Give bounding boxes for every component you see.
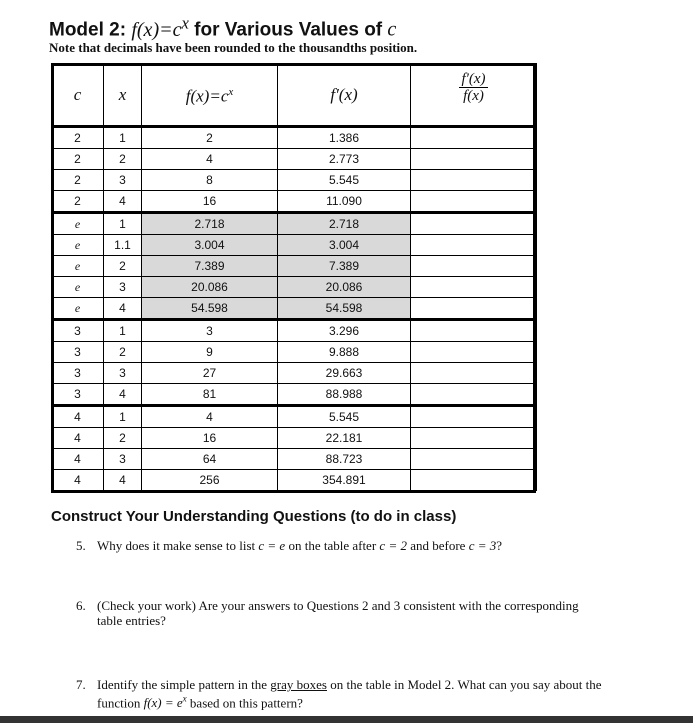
cell-ratio [411,213,537,235]
cell-ratio [411,277,537,298]
header-x: x [104,64,142,127]
cell-c: e [52,298,104,320]
cell-ratio [411,298,537,320]
cell-ratio [411,449,537,470]
cell-fprime: 20.086 [278,277,411,298]
cell-fprime: 3.296 [278,320,411,342]
cell-fx: 16 [142,428,278,449]
cell-fx: 81 [142,384,278,406]
cell-ratio [411,235,537,256]
cell-ratio [411,470,537,491]
cell-fx: 2 [142,127,278,149]
cell-x: 1 [104,406,142,428]
table-row [52,170,537,191]
header-c: c [52,64,104,127]
cell-fx: 16 [142,191,278,213]
cell-c: 3 [52,320,104,342]
cell-fprime: 354.891 [278,470,411,491]
cell-fx: 2.718 [142,213,278,235]
cell-ratio [411,256,537,277]
cell-ratio [411,127,537,149]
cell-fprime: 5.545 [278,406,411,428]
cell-ratio [411,363,537,384]
cell-x: 1 [104,127,142,149]
cell-x: 1 [104,213,142,235]
cell-fprime: 11.090 [278,191,411,213]
cell-fprime: 2.773 [278,149,411,170]
cell-x: 4 [104,298,142,320]
cell-fx: 7.389 [142,256,278,277]
values-table [51,63,537,491]
cell-c: 3 [52,342,104,363]
cell-x: 2 [104,149,142,170]
table-row [52,149,537,170]
gray-boxes-underline: gray boxes [270,677,327,692]
cell-c: 4 [52,470,104,491]
cell-c: 2 [52,170,104,191]
cell-ratio [411,149,537,170]
cell-x: 3 [104,449,142,470]
cell-ratio [411,320,537,342]
cell-ratio [411,428,537,449]
rounding-note: Note that decimals have been rounded to the thousandths position. [49,40,418,55]
cell-x: 4 [104,470,142,491]
cell-x: 1.1 [104,235,142,256]
cell-c: e [52,256,104,277]
cell-c: e [52,235,104,256]
table-row [52,428,537,449]
model-title [49,13,396,42]
table-row [52,363,537,384]
header-ratio [411,64,537,127]
table-row [52,213,537,235]
model-title-text: for Various Values of [194,19,383,41]
table-row [52,235,537,256]
cell-fx: 64 [142,449,278,470]
cell-c: 4 [52,406,104,428]
section-heading: Construct Your Understanding Questions (to do in class) [51,508,457,525]
cell-c: 2 [52,149,104,170]
cell-c: e [52,213,104,235]
cell-x: 4 [104,191,142,213]
cell-fprime: 2.718 [278,213,411,235]
cell-fprime: 54.598 [278,298,411,320]
cell-fx: 9 [142,342,278,363]
table-row [52,191,537,213]
cell-c: 4 [52,449,104,470]
cell-fprime: 29.663 [278,363,411,384]
cell-fx: 8 [142,170,278,191]
cell-fprime: 5.545 [278,170,411,191]
cell-fprime: 88.723 [278,449,411,470]
table-row [52,277,537,298]
header-row [52,64,537,127]
cell-ratio [411,406,537,428]
cell-x: 3 [104,363,142,384]
table-row [52,256,537,277]
cell-fprime: 3.004 [278,235,411,256]
cell-fx: 3.004 [142,235,278,256]
header-fprime: f′(x) [278,64,411,127]
cell-ratio [411,384,537,406]
cell-x: 2 [104,342,142,363]
ratio-fraction: $\frac{f'(x)}{f(x)}$ [461,71,486,104]
cell-fprime: 22.181 [278,428,411,449]
cell-x: 2 [104,256,142,277]
table-row [52,320,537,342]
table-row [52,298,537,320]
table-row [52,406,537,428]
header-fx: $f(x)=c^x$ [142,64,278,127]
model-variable: c [387,18,397,41]
bottom-edge-bar [0,716,693,723]
cell-ratio [411,342,537,363]
table-row [52,384,537,406]
cell-fx: 3 [142,320,278,342]
cell-x: 2 [104,428,142,449]
table-row [52,470,537,491]
cell-c: 4 [52,428,104,449]
table-body [52,127,537,491]
cell-fx: 4 [142,149,278,170]
cell-x: 4 [104,384,142,406]
cell-x: 1 [104,320,142,342]
cell-fx: 4 [142,406,278,428]
cell-fprime: 9.888 [278,342,411,363]
cell-fx: 27 [142,363,278,384]
cell-c: 2 [52,127,104,149]
model-label: Model 2: [49,19,127,41]
cell-ratio [411,170,537,191]
worksheet-page: Model 2: $f(x)=c^x$ for Various Values of c Note that decimals have been rounded to the thousandths position. c x $f(x)=c^x$ f′(x) $\frac{f'(x)}{f(x)}$ 2 1 2 1.386 2 2 4 2.773 2 3 8 5.545 2 4 16 11.090 e 1 2.718 2.718 e 1.1 3.004 3.004 e 2 7.389 7.389 e 3 20.086 20.086 e 4 54.598 54.598 3 1 3 3.296 3 2 9 9.888 3 3 27 29.663 3 4 81 88.988 4 1 4 5.545 4 2 16 22.181 4 3 64 88.723 4 4 256 354.891 Construct Your Understanding Questions (to do in class) 5. Why does it make sense to list c = e on the table after c = 2 and before c = 3? 6. (Check your work) Are your answers to Questions 2 and 3 consistent with the corresponding table entries? 7. Identify the simple pattern in the gray boxes on the table in Model 2. What can you say about the function $f(x) = e^x$ based on this pattern? [0,0,693,723]
table-row [52,342,537,363]
cell-fprime: 88.988 [278,384,411,406]
cell-x: 3 [104,277,142,298]
cell-ratio [411,191,537,213]
cell-c: 2 [52,191,104,213]
cell-fprime: 1.386 [278,127,411,149]
cell-c: e [52,277,104,298]
cell-fprime: 7.389 [278,256,411,277]
cell-fx: 20.086 [142,277,278,298]
cell-c: 3 [52,363,104,384]
model-function: $f(x)=c^x$ [131,13,189,41]
cell-fx: 256 [142,470,278,491]
cell-c: 3 [52,384,104,406]
table-row [52,127,537,149]
cell-fx: 54.598 [142,298,278,320]
cell-x: 3 [104,170,142,191]
table-row [52,449,537,470]
